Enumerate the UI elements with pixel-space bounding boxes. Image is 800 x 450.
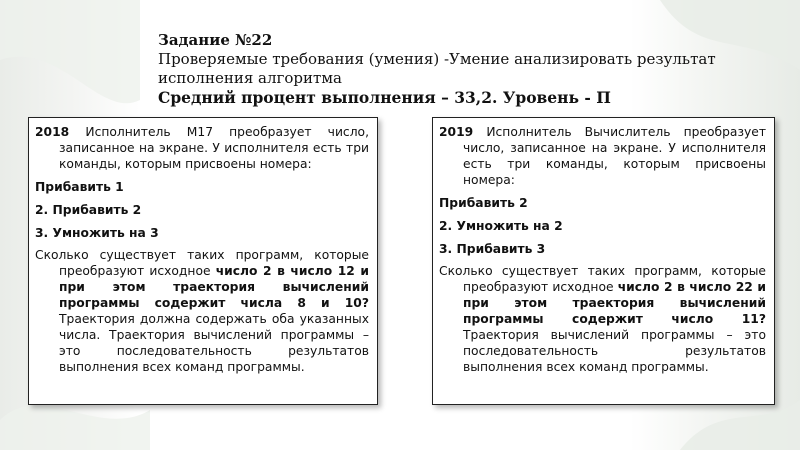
requirements-text: Проверяемые требования (умения) -Умение анализировать результат исполнения алгоритма — [158, 50, 716, 87]
question-pre: Сколько существует таких программ, которые преобразуют исходное — [35, 248, 369, 278]
question-post: Траектория должна содержать оба указанных числа. Траектория вычислений программы – это последовательность результатов выполнения всех команд программы. — [59, 312, 369, 374]
intro-text: Исполнитель М17 преобразует число, записанное на экране. У исполнителя есть три команды, которым присвоены номера: — [59, 125, 369, 171]
command-1: Прибавить 2 — [439, 196, 528, 210]
task-intro — [35, 124, 369, 172]
command-1: Прибавить 1 — [35, 180, 124, 194]
question-bold: число 2 в число 22 и при этом траектория вычислений программы содержит число 11? — [463, 280, 766, 326]
task-card-2018 — [28, 117, 378, 405]
task-intro — [439, 124, 766, 188]
task-year: 2019 — [439, 125, 474, 139]
intro-text: Исполнитель Вычислитель преобразует число, записанное на экране. У исполнителя есть три команды, которым присвоены номера: — [463, 125, 766, 187]
task-year: 2018 — [35, 125, 70, 139]
command-3: 3. Прибавить 3 — [439, 242, 546, 256]
task-question — [35, 247, 369, 375]
command-2: 2. Прибавить 2 — [35, 203, 142, 217]
task-title: Задание №22 — [158, 31, 273, 49]
command-3: 3. Умножить на 3 — [35, 226, 159, 240]
question-pre: Сколько существует таких программ, которые преобразуют исходное — [439, 264, 766, 294]
command-2: 2. Умножить на 2 — [439, 219, 563, 233]
question-bold: число 2 в число 12 и при этом траектория вычислений программы содержит числа 8 и 10? — [59, 264, 369, 310]
task-question — [439, 263, 766, 375]
task-card-2019 — [432, 117, 775, 405]
completion-stat: Средний процент выполнения – 33,2. Уровень - П — [158, 88, 611, 107]
question-post: Траектория вычислений программы – это последовательность результатов выполнения всех команд программы. — [463, 328, 766, 374]
slide-header — [158, 30, 718, 108]
